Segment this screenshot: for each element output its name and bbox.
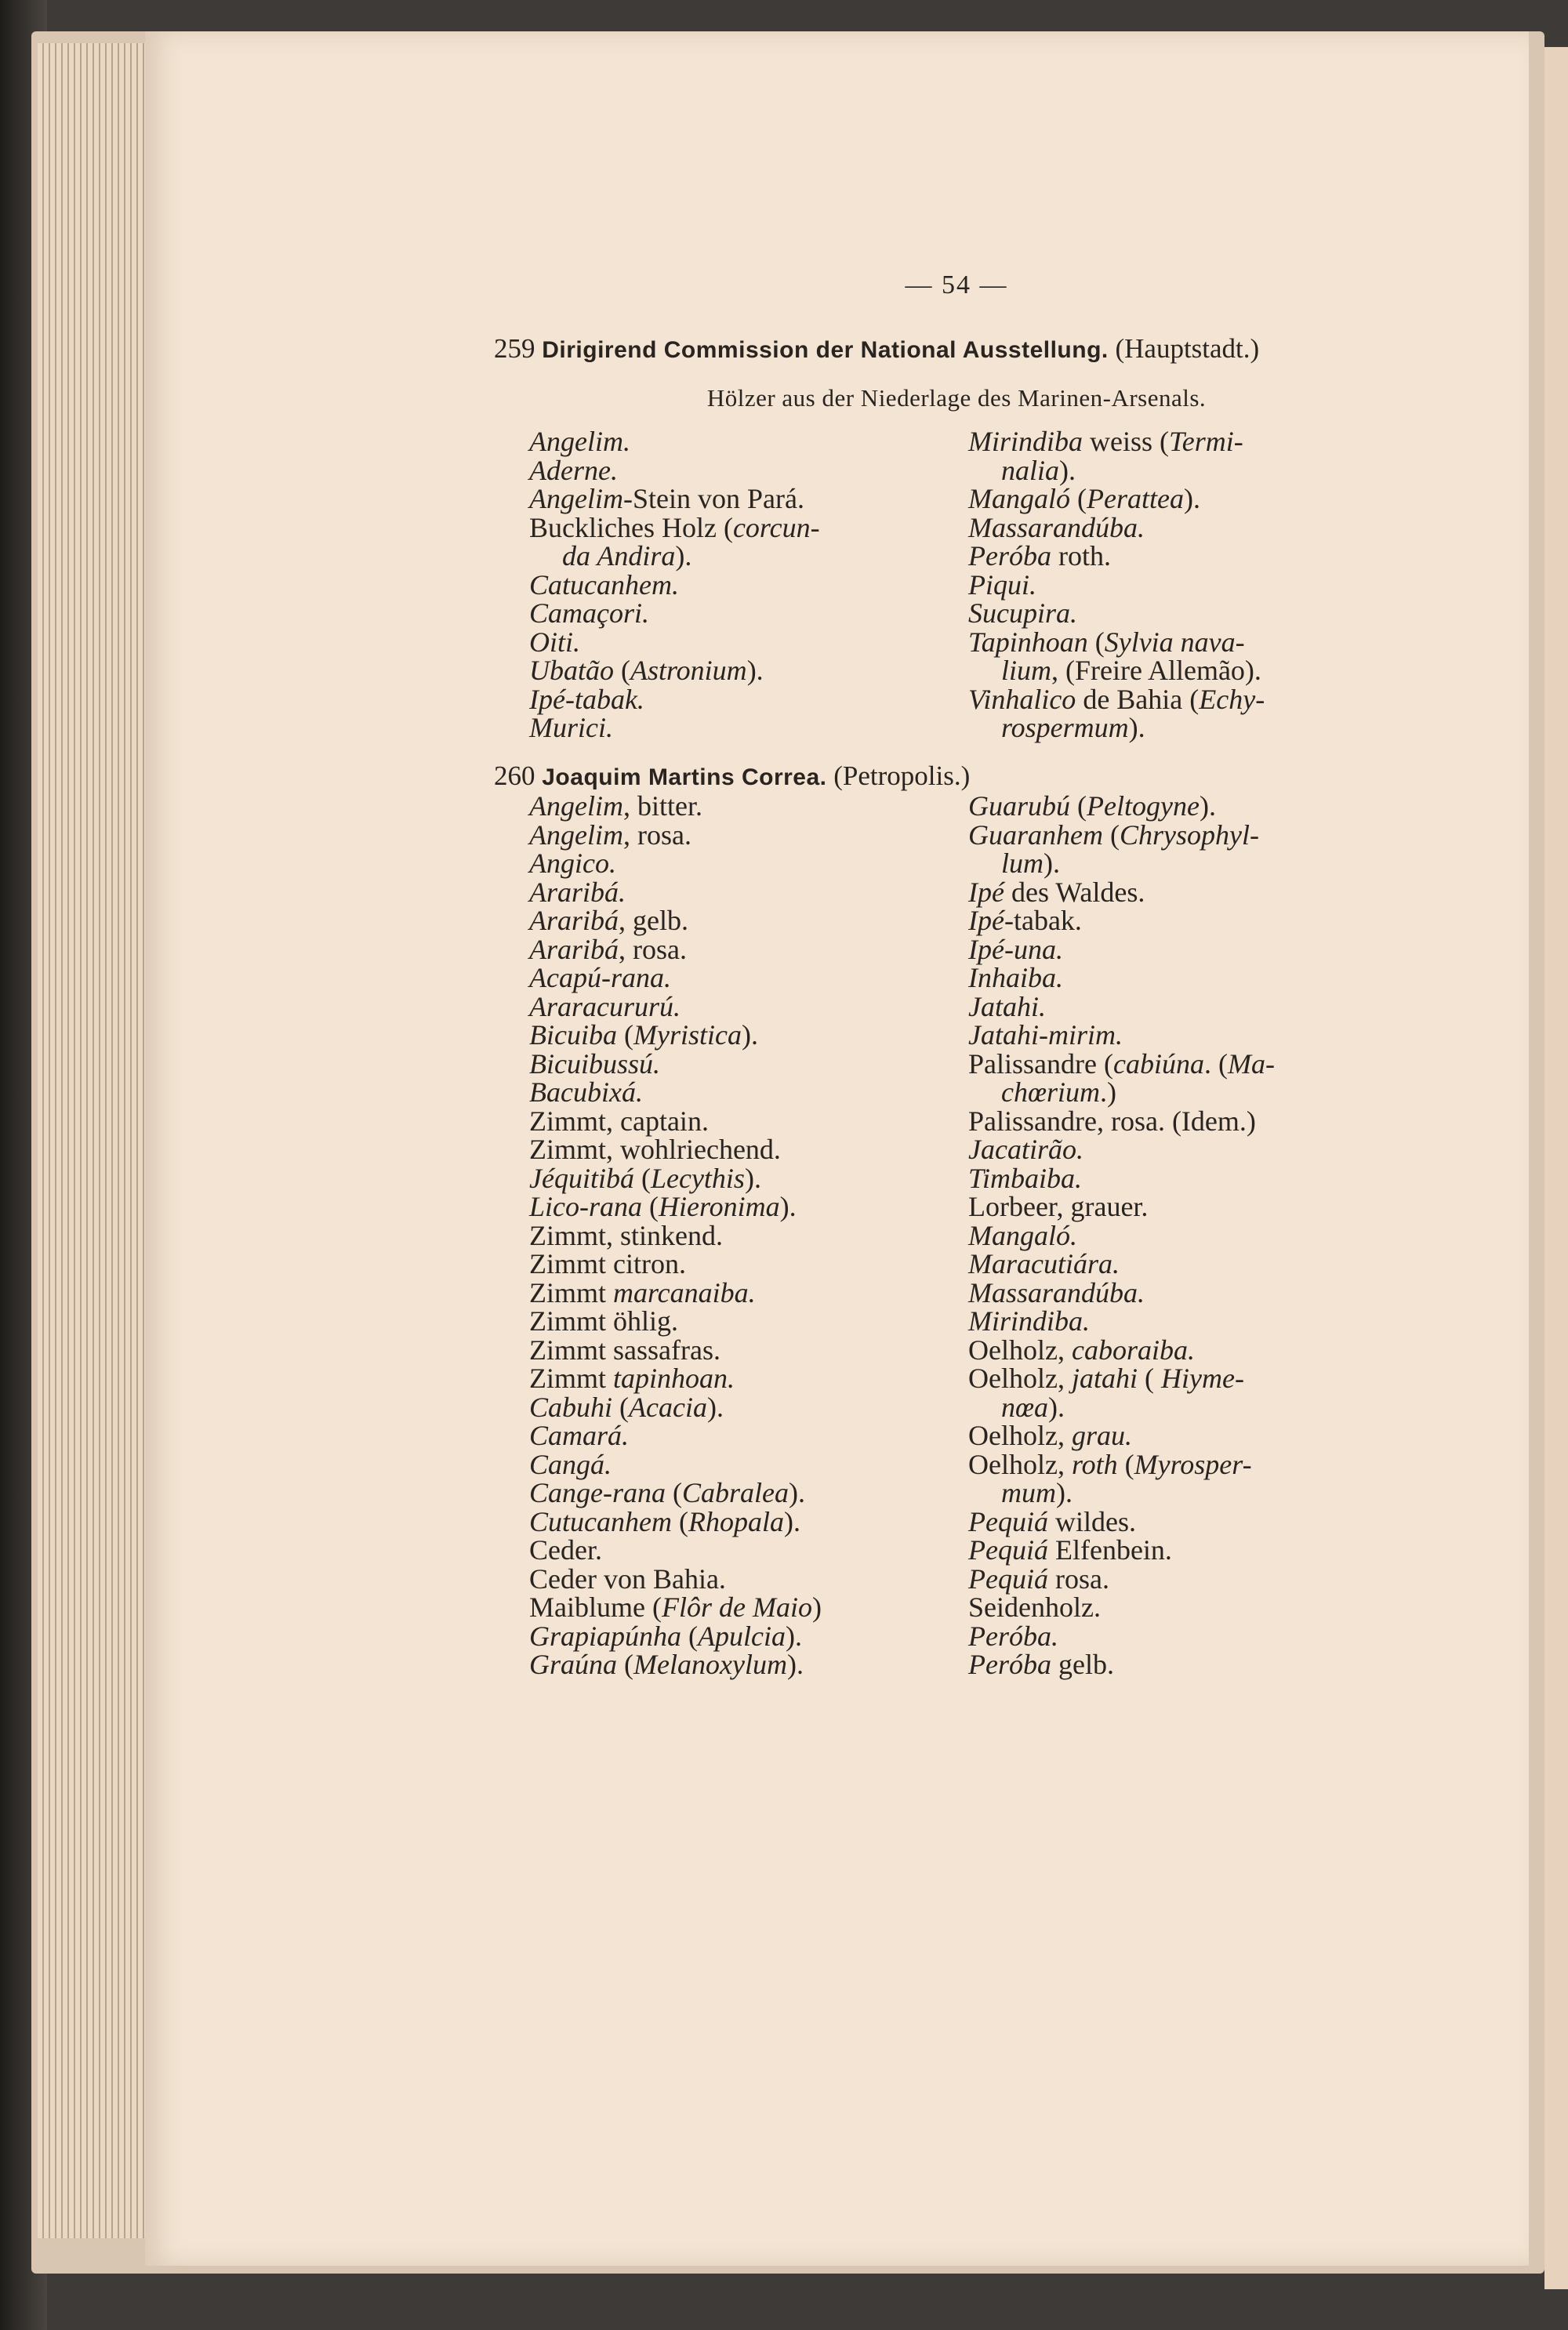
roman-text: ( [681,1620,699,1652]
roman-text: ). [1059,454,1076,486]
wood-list-item [529,1164,968,1193]
italic-text: Jatahi. [968,990,1046,1022]
wood-list-item [529,1450,968,1479]
italic-text: Mangaló. [968,1219,1077,1251]
italic-text: da Andira [562,540,676,572]
wood-list-item [968,818,1423,851]
wood-list-item [968,1593,1423,1622]
italic-text: Bicuiba [529,1019,617,1051]
wood-list-item [529,1192,968,1221]
wood-list-item [529,656,968,685]
roman-text: ). [786,1649,804,1680]
italic-text: Hiyme- [1160,1363,1244,1394]
roman-text: -tabak. [1004,905,1082,936]
italic-text: Timbaiba. [968,1162,1083,1194]
italic-text: Sucupira. [968,597,1077,629]
italic-text: cabiúna [1112,1047,1204,1080]
italic-text: Inhaiba. [968,962,1063,993]
wood-list-item [968,1078,1423,1107]
roman-text: ( [1070,483,1087,514]
roman-text: Ceder von Bahia. [529,1562,726,1595]
roman-text: Maiblume ( [529,1591,662,1623]
wood-list-item [529,628,968,657]
wood-list-item [529,792,968,821]
entry-259-number: 259 [494,333,535,364]
wood-list-item [529,1107,968,1136]
italic-text: nœa [1001,1391,1049,1423]
italic-text: mum [1001,1477,1056,1508]
wood-list-item [968,542,1423,571]
italic-text: jatahi [1071,1363,1138,1394]
wood-list-item [529,1364,968,1393]
italic-text: Guaranhem [968,818,1103,851]
wood-list-item [529,1021,968,1050]
roman-text: ( [617,1649,634,1680]
wood-list-item [529,599,968,628]
wood-list-item [529,878,968,907]
italic-text: Mirindiba [968,426,1083,457]
italic-text: Acacia [629,1391,707,1423]
roman-text: ). [1183,483,1200,514]
italic-text: Melanoxylum [633,1649,787,1680]
roman-text: ( [1087,626,1105,658]
wood-list-item [529,1562,968,1595]
roman-text: ). [1056,1477,1073,1508]
italic-text: roth [1071,1448,1118,1480]
italic-text: Ipé [968,876,1004,908]
roman-text: , rosa. [622,818,691,851]
page-number: — 54 — [905,270,1008,299]
wood-list-item [968,1505,1423,1537]
wood-list-item [529,1421,968,1450]
wood-list-item [529,849,968,878]
wood-list-item [529,906,968,935]
italic-text: Perattea [1087,483,1184,514]
entry-260-number: 260 [494,760,535,791]
italic-text: lium [1001,655,1052,686]
wood-list-item [529,1047,968,1080]
wood-list-item [529,818,968,851]
wood-list-item [529,568,968,601]
roman-text: ( [1117,1448,1134,1480]
roman-text: Zimmt [529,1363,613,1394]
wood-list-item [968,1135,1423,1164]
italic-text: Myristica [633,1019,742,1051]
wood-list-item [968,485,1423,514]
italic-text: Mirindiba. [968,1305,1091,1337]
wood-list-item [529,1622,968,1651]
entry-260-exhibitor: Joaquim Martins Correa. [542,764,827,790]
wood-list-item [968,1164,1423,1193]
italic-text: Peróba. [968,1620,1058,1652]
entry-260-right-column [968,792,1423,1679]
roman-text: ). [789,1477,806,1508]
wood-list-item [968,1393,1423,1422]
italic-text: Pequiá [968,1562,1048,1595]
entry-259-exhibitor: Dirigirend Commission der National Ausstellung. [542,337,1109,363]
wood-list-item [529,990,968,1022]
italic-text: Myrosper- [1134,1448,1252,1480]
roman-text: ). [675,540,692,572]
wood-list-item [529,1276,968,1308]
italic-text: Peróba [968,1649,1051,1680]
wood-list-item [968,1622,1423,1651]
roman-text: de Bahia ( [1076,683,1200,715]
italic-text: chœrium [1001,1076,1100,1108]
italic-text: Angico. [529,847,616,879]
roman-text: Palissandre, rosa. (Idem.) [968,1105,1256,1137]
wood-list-item [529,685,968,714]
italic-text: Pequiá [968,1505,1048,1537]
roman-text: Oelholz, [968,1420,1072,1451]
wood-list-item [529,1593,968,1622]
italic-text: Tapinhoan [968,626,1088,658]
roman-text: weiss ( [1083,426,1170,457]
italic-text: Echy- [1199,683,1265,715]
italic-text: Termi- [1169,426,1243,457]
italic-text: grau. [1071,1420,1132,1451]
italic-text: Cangá. [529,1448,612,1480]
italic-text: lum [1001,847,1044,879]
roman-text: Oelholz, [968,1334,1072,1366]
roman-text: Oelholz, [968,1448,1072,1480]
roman-text: ). [741,1019,758,1051]
roman-text: ( [614,655,630,686]
roman-text: Zimmt, stinkend. [529,1219,723,1251]
wood-list-item [968,628,1423,657]
italic-text: Cutucanhem [529,1505,672,1537]
italic-text: Bicuibussú. [529,1047,660,1080]
wood-list-item [968,935,1423,964]
roman-text: ). [746,655,764,686]
italic-text: Ipé-una. [968,933,1063,965]
italic-text: Cabuhi [529,1391,613,1423]
italic-text: Jacatirão. [968,1134,1083,1165]
italic-text: Peróba [968,540,1051,572]
roman-text: roth. [1051,540,1111,572]
italic-text: Angelim [529,790,623,822]
roman-text: ) [811,1591,822,1623]
roman-text: Zimmt [529,1276,613,1308]
entry-259-heading [494,333,1259,365]
roman-text: ( [671,1505,688,1537]
wood-list-item [529,1307,968,1336]
italic-text: Ipé-tabak. [529,683,644,715]
roman-text: Zimmt citron. [529,1248,686,1279]
italic-text: Peltogyne [1087,790,1200,822]
italic-text: Astronium [630,655,747,686]
italic-text: tapinhoan. [613,1363,735,1394]
roman-text: , rosa. [619,933,687,965]
roman-text: Ceder. [529,1534,602,1566]
wood-list-item [529,485,968,514]
wood-list-item [968,427,1423,456]
wood-list-item [529,1135,968,1164]
roman-text: ). [706,1391,724,1423]
wood-list-item [968,1021,1423,1050]
roman-text: Lorbeer, grauer. [968,1191,1149,1222]
roman-text: Buckliches Holz ( [529,511,733,543]
wood-list-item [529,1536,968,1565]
italic-text: corcun- [732,511,820,543]
italic-text: Ipé [968,905,1004,936]
wood-list-item [529,1250,968,1279]
roman-text: ). [779,1191,797,1222]
wood-list-item [968,656,1423,685]
italic-text: Rhopala [688,1505,784,1537]
roman-text: ). [1199,790,1216,822]
wood-list-item [529,542,968,571]
italic-text: Camará. [529,1420,630,1451]
wood-list-item [968,849,1423,878]
roman-text: .) [1100,1076,1116,1108]
italic-text: Araribá [529,905,619,936]
roman-text: , (Freire Allemão). [1051,655,1261,686]
roman-text: ( [1102,818,1120,851]
italic-text: Cabralea [682,1477,789,1508]
italic-text: Araracururú. [529,990,681,1022]
wood-list-item [968,1650,1423,1679]
roman-text: ). [786,1620,802,1652]
italic-text: Ma- [1227,1047,1275,1080]
wood-list-item [529,1393,968,1422]
wood-list-item [968,685,1423,714]
italic-text: Graúna [529,1649,618,1680]
roman-text: ( [616,1019,633,1051]
roman-text: wildes. [1047,1505,1136,1537]
italic-text: Angelim [529,818,623,851]
italic-text: Massarandúba. [968,1276,1145,1308]
roman-text: , bitter. [622,790,702,822]
italic-text: Guarubú [968,790,1071,822]
wood-list-item [529,456,968,485]
italic-text: Camaçori. [529,597,649,629]
entry-260-heading [494,760,970,792]
italic-text: Massarandúba. [968,511,1145,543]
italic-text: rospermum [1001,712,1129,743]
facing-page-edge [1544,47,1568,2289]
italic-text: Aderne. [529,454,618,486]
wood-list-item [968,456,1423,485]
italic-text: Jéquitibá [529,1162,634,1194]
italic-text: Vinhalico [968,683,1076,715]
roman-text: ). [1044,847,1060,879]
wood-list-item [529,1336,968,1365]
roman-text: Seidenholz. [968,1591,1101,1623]
roman-text: Oelholz, [968,1363,1072,1394]
roman-text: . ( [1203,1047,1228,1080]
italic-text: Ubatão [529,655,614,686]
roman-text: ). [1128,712,1145,743]
wood-list-item [529,935,968,964]
wood-list-item [529,964,968,993]
page-stack-edges [38,43,147,2238]
wood-list-item [968,1336,1423,1365]
wood-list-item [968,878,1423,907]
italic-text: Hieronima [659,1191,780,1222]
italic-text: Murici. [529,712,613,743]
italic-text: Bacubixá. [529,1076,643,1108]
roman-text: ). [744,1162,761,1194]
italic-text: Maracutiára. [968,1248,1120,1279]
wood-list-item [968,511,1423,543]
wood-list-item [529,1650,968,1679]
wood-list-item [529,713,968,742]
italic-text: Angelim [529,483,623,514]
wood-list-item [968,906,1423,935]
wood-list-item [968,792,1423,821]
entry-260-left-column [529,792,968,1679]
italic-text: Lecythis [650,1162,745,1194]
wood-list-item [968,1047,1423,1080]
entry-260-location: (Petropolis.) [833,760,971,791]
wood-list-item [968,1479,1423,1508]
roman-text: Zimmt öhlig. [529,1305,679,1337]
italic-text: Araribá. [529,876,626,908]
italic-text: Catucanhem. [529,568,679,601]
italic-text: Araribá [529,933,619,965]
italic-text: caboraiba. [1071,1334,1195,1366]
wood-list-item [968,599,1423,628]
italic-text: Acapú-rana. [529,962,671,993]
italic-text: Angelim. [529,426,630,457]
italic-text: Jatahi-mirim. [968,1019,1123,1051]
wood-list-item [529,1221,968,1250]
roman-text: ). [783,1505,800,1537]
entry-259-right-column [968,427,1423,742]
wood-list-item [968,713,1423,742]
italic-text: Mangaló [968,483,1070,514]
italic-text: Pequiá [968,1534,1048,1566]
wood-list-item [968,1250,1423,1279]
wood-list-item [968,1364,1423,1393]
roman-text: Zimmt sassafras. [529,1334,720,1366]
entry-259-left-column [529,427,968,742]
italic-text: marcanaiba. [613,1276,756,1308]
wood-list-item [529,1505,968,1537]
wood-list-item [968,568,1423,601]
italic-text: Chrysophyl- [1119,818,1259,851]
wood-list-item [968,1221,1423,1250]
roman-text: Elfenbein. [1047,1534,1172,1566]
wood-list-item [968,1450,1423,1479]
roman-text: Palissandre ( [968,1047,1113,1080]
roman-text: gelb. [1051,1649,1114,1680]
wood-list-item [968,1307,1423,1336]
roman-text: des Waldes. [1004,876,1145,908]
italic-text: Sylvia nava- [1104,626,1245,658]
roman-text: ( [1137,1363,1161,1394]
italic-text: Lico-rana [529,1191,642,1222]
entry-259-subtitle: Hölzer aus der Niederlage des Marinen-Arsenals. [706,384,1207,412]
italic-text: Grapiapúnha [529,1620,682,1652]
wood-list-item [968,964,1423,993]
italic-text: nalia [1001,454,1060,486]
wood-list-item [968,1107,1423,1136]
roman-text: -Stein von Pará. [622,483,804,514]
roman-text: ( [612,1391,630,1423]
roman-text: ( [666,1477,682,1508]
wood-list-item [968,1192,1423,1221]
italic-text: Oiti. [529,626,581,658]
entry-259-location: (Hauptstadt.) [1115,333,1260,364]
roman-text: ( [1070,790,1087,822]
wood-list-item [968,990,1423,1022]
roman-text: ). [1048,1391,1065,1423]
wood-list-item [529,511,968,543]
italic-text: Flôr de Maio [661,1591,812,1623]
wood-list-item [529,1078,968,1107]
wood-list-item [968,1421,1423,1450]
roman-text: Zimmt, wohlriechend. [529,1134,781,1165]
wood-list-item [529,1479,968,1508]
italic-text: Piqui. [968,568,1036,601]
wood-list-item [529,427,968,456]
roman-text: ( [633,1162,651,1194]
roman-text: Zimmt, captain. [529,1105,709,1137]
roman-text: ( [642,1191,659,1222]
roman-text: , gelb. [619,905,688,936]
italic-text: Apulcia [698,1620,786,1652]
wood-list-item [968,1562,1423,1595]
italic-text: Cange-rana [529,1477,666,1508]
roman-text: rosa. [1047,1562,1109,1595]
wood-list-item [968,1276,1423,1308]
wood-list-item [968,1536,1423,1565]
